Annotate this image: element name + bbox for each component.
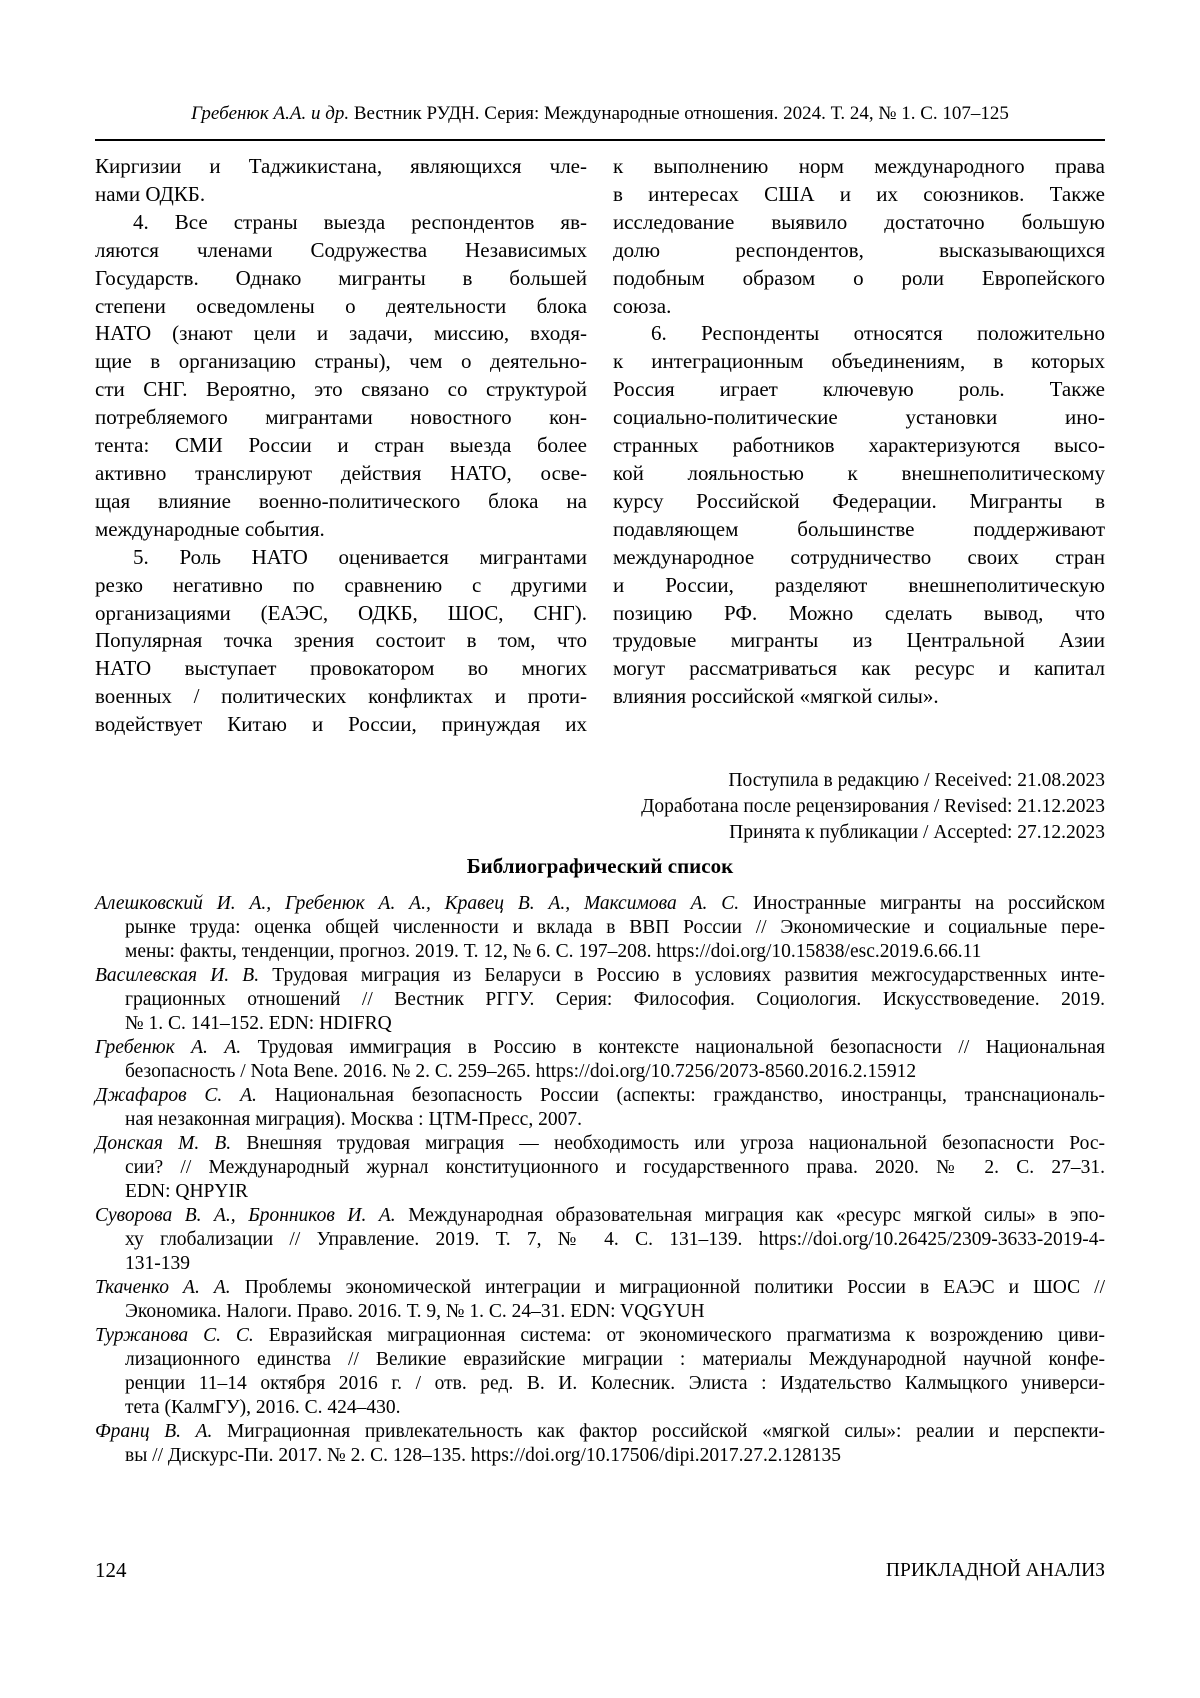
body-text-line: 4. Все страны выезда респондентов яв- bbox=[133, 209, 587, 234]
body-text-line: Киргизии и Таджикистана, являющихся чле- bbox=[95, 154, 587, 178]
bib-entry-line: Джафаров С. А. Национальная безопасность России (аспекты: гражданство, иностранцы, транснациональ- bbox=[95, 1085, 1106, 1106]
body-text-line: позицию РФ. Можно сделать вывод, что bbox=[613, 600, 1105, 625]
date-line: Доработана после рецензирования / Revised: 21.12.2023 bbox=[641, 796, 1105, 817]
bib-entry-line: EDN: QHPYIR bbox=[125, 1181, 248, 1202]
running-head bbox=[95, 102, 1105, 126]
bib-entry-line: сии? // Международный журнал конституционного и государственного права. 2020. № 2. С. 27–31. bbox=[125, 1157, 1105, 1178]
date-line: Поступила в редакцию / Received: 21.08.2023 bbox=[728, 770, 1105, 791]
bibliography-list bbox=[95, 892, 1105, 1468]
bib-entry bbox=[95, 1204, 1105, 1276]
body-text-line: НАТО выступает провокатором во многих bbox=[95, 656, 587, 681]
bib-entry-line: грационных отношений // Вестник РГГУ. Серия: Философия. Социология. Искусствоведение. 2019. bbox=[125, 989, 1105, 1010]
body-text-line: трудовые мигранты из Центральной Азии bbox=[613, 628, 1105, 653]
body-text-line: международное сотрудничество своих стран bbox=[613, 544, 1105, 569]
bib-entry bbox=[95, 1084, 1105, 1132]
body-text-line: странных работников характеризуются высо- bbox=[613, 433, 1105, 458]
bib-author-names: Донская М. В. bbox=[95, 1133, 232, 1154]
bib-author-names: Василевская И. В. bbox=[95, 965, 260, 986]
body-text-line: ляются членами Содружества Независимых bbox=[95, 237, 587, 262]
text-column-left bbox=[95, 153, 587, 739]
body-text-line: 6. Респонденты относятся положительно bbox=[651, 321, 1105, 346]
bib-entry bbox=[95, 1132, 1105, 1204]
bib-entry-line: Туржанова С. С. Евразийская миграционная система: от экономического прагматизма к возрождению циви- bbox=[95, 1325, 1106, 1346]
body-text-line: резко негативно по сравнению с другими bbox=[95, 572, 587, 597]
bib-entry-line: Экономика. Налоги. Право. 2016. Т. 9, № 1. С. 24–31. EDN: VQGYUH bbox=[125, 1301, 705, 1322]
bib-entry-line: Василевская И. В. Трудовая миграция из Беларуси в Россию в условиях развития межгосударственных инте- bbox=[95, 965, 1105, 986]
bib-entry-line: тета (КалмГУ), 2016. С. 424–430. bbox=[125, 1397, 401, 1418]
body-text-line: Популярная точка зрения состоит в том, что bbox=[95, 628, 587, 653]
body-text-line: тента: СМИ России и стран выезда более bbox=[95, 433, 587, 458]
body-text-line: в интересах США и их союзников. Также bbox=[613, 181, 1105, 206]
body-text-line: активно транслируют действия НАТО, осве- bbox=[95, 460, 587, 485]
bib-author-names: Франц В. А. bbox=[95, 1421, 213, 1442]
body-text-line: исследование выявило достаточно большую bbox=[613, 209, 1105, 234]
body-text-line: союза. bbox=[613, 293, 672, 318]
bib-entry bbox=[95, 1420, 1105, 1468]
body-text-line: к интеграционным объединениям, в которых bbox=[613, 349, 1105, 374]
body-text bbox=[95, 153, 1105, 739]
body-text-line: щая влияние военно-политического блока на bbox=[95, 488, 587, 513]
bib-entry bbox=[95, 964, 1105, 1036]
text-column-right bbox=[613, 153, 1105, 739]
body-text-line: Государств. Однако мигранты в большей bbox=[95, 265, 587, 290]
body-text-line: влияния российской «мягкой силы». bbox=[613, 684, 939, 709]
bib-entry-line: ху глобализации // Управление. 2019. Т. 7, № 4. С. 131–139. https://doi.org/10.26425/2309-3633-2019-4- bbox=[125, 1229, 1105, 1250]
bib-author-names: Ткаченко А. А. bbox=[95, 1277, 231, 1298]
body-text-line: водействует Китаю и России, принуждая их bbox=[95, 712, 587, 737]
bib-entry-line: мены: факты, тенденции, прогноз. 2019. Т. 12, № 6. С. 197–208. https://doi.org/10.15838/esc.2019.6.66.11 bbox=[125, 941, 982, 962]
body-text-line: кой лояльностью к внешнеполитическому bbox=[613, 460, 1105, 485]
bib-entry bbox=[95, 892, 1105, 964]
body-text-line: Россия играет ключевую роль. Также bbox=[613, 377, 1105, 402]
body-text-line: и России, разделяют внешнеполитическую bbox=[613, 572, 1105, 597]
doi-link[interactable]: https://doi.org/10.15838/esc.2019.6.66.11 bbox=[656, 941, 982, 962]
body-text-line: военных / политических конфликтах и проти- bbox=[95, 684, 587, 709]
running-head-authors: Гребенюк А.А. и др. bbox=[191, 103, 350, 124]
body-text-line: могут рассматриваться как ресурс и капитал bbox=[613, 656, 1105, 681]
body-text-line: курсу Российской Федерации. Мигранты в bbox=[613, 488, 1105, 513]
bib-entry-line: рынке труда: оценка общей численности и вклада в ВВП России // Экономические и социальные пере- bbox=[125, 917, 1105, 938]
body-text-line: социально-политические установки ино- bbox=[613, 405, 1105, 430]
doi-link[interactable]: https://doi.org/10.7256/2073-8560.2016.2.15912 bbox=[535, 1061, 917, 1082]
bib-author-names: Алешковский И. А., Гребенюк А. А., Кравец В. А., Максимова А. С. bbox=[95, 893, 740, 914]
bibliography-heading: Библиографический список bbox=[466, 854, 734, 878]
bib-author-names: Туржанова С. С. bbox=[95, 1325, 254, 1346]
body-text-line: степени осведомлены о деятельности блока bbox=[95, 293, 587, 318]
bib-entry-line: ренции 11–14 октября 2016 г. / отв. ред. В. И. Колесник. Элиста : Издательство Калмыцкого универси- bbox=[125, 1373, 1105, 1394]
bib-entry-line: лизационного единства // Великие евразийские миграции : материалы Международной научной конфе- bbox=[125, 1349, 1105, 1370]
bib-entry-line: 131-139 bbox=[125, 1253, 190, 1274]
body-text-line: международные события. bbox=[95, 516, 325, 541]
running-head-journal-ref: Вестник РУДН. Серия: Международные отношения. 2024. Т. 24, № 1. С. 107–125 bbox=[353, 103, 1009, 124]
body-text-line: НАТО (знают цели и задачи, миссию, входя- bbox=[95, 321, 587, 346]
bib-entry-line: вы // Дискурс-Пи. 2017. № 2. С. 128–135. https://doi.org/10.17506/dipi.2017.27.2.128135 bbox=[125, 1445, 842, 1466]
body-text-line: подобным образом о роли Европейского bbox=[613, 265, 1105, 290]
header-rule bbox=[95, 139, 1105, 141]
body-text-line: подавляющем большинстве поддерживают bbox=[613, 516, 1105, 541]
bib-entry-line: № 1. С. 141–152. EDN: HDIFRQ bbox=[125, 1013, 392, 1034]
bib-entry bbox=[95, 1036, 1105, 1084]
bib-entry bbox=[95, 1324, 1105, 1420]
bib-entry bbox=[95, 1276, 1105, 1324]
body-text-line: щие в организацию страны), чем о деятельно- bbox=[95, 349, 587, 374]
bib-entry-line: Суворова В. А., Бронников И. А. Международная образовательная миграция как «ресурс мягкой силы» в эпо- bbox=[95, 1205, 1105, 1226]
body-text-line: нами ОДКБ. bbox=[95, 181, 206, 206]
bib-author-names: Гребенюк А. А. bbox=[95, 1037, 242, 1058]
bib-author-names: Суворова В. А., Бронников И. А. bbox=[95, 1205, 396, 1226]
body-text-line: долю респондентов, высказывающихся bbox=[613, 237, 1105, 262]
bib-entry-line: безопасность / Nota Bene. 2016. № 2. С. 259–265. https://doi.org/10.7256/2073-8560.2016.2.15912 bbox=[125, 1061, 917, 1082]
body-text-line: сти СНГ. Вероятно, это связано со структурой bbox=[95, 377, 587, 402]
doi-link[interactable]: https://doi.org/10.26425/2309-3633-2019-4- bbox=[758, 1229, 1105, 1250]
bib-entry-line: Гребенюк А. А. Трудовая иммиграция в Россию в контексте национальной безопасности // Национальная bbox=[95, 1037, 1106, 1058]
body-text-line: к выполнению норм международного права bbox=[613, 154, 1105, 178]
bib-entry-line: Донская М. В. Внешняя трудовая миграция — необходимость или угроза национальной безопасности Рос- bbox=[95, 1133, 1106, 1154]
footer-section-label: ПРИКЛАДНОЙ АНАЛИЗ bbox=[885, 1560, 1105, 1581]
body-text-line: 5. Роль НАТО оценивается мигрантами bbox=[133, 544, 587, 569]
doi-link[interactable]: https://doi.org/10.17506/dipi.2017.27.2.128135 bbox=[470, 1445, 842, 1466]
dates-block bbox=[95, 768, 1105, 846]
date-line: Принята к публикации / Accepted: 27.12.2023 bbox=[729, 822, 1105, 843]
bib-entry-line: Алешковский И. А., Гребенюк А. А., Кравец В. А., Максимова А. С. Иностранные мигранты на российском bbox=[95, 893, 1106, 914]
footer-page-number: 124 bbox=[95, 1558, 127, 1582]
bib-entry-line: ная незаконная миграция). Москва : ЦТМ-Пресс, 2007. bbox=[125, 1109, 582, 1130]
bib-entry-line: Ткаченко А. А. Проблемы экономической интеграции и миграционной политики России в ЕАЭС и ШОС // bbox=[95, 1277, 1105, 1298]
body-text-line: потребляемого мигрантами новостного кон- bbox=[95, 405, 587, 430]
body-text-line: организациями (ЕАЭС, ОДКБ, ШОС, СНГ). bbox=[95, 600, 587, 625]
bib-author-names: Джафаров С. А. bbox=[95, 1085, 257, 1106]
bib-entry-line: Франц В. А. Миграционная привлекательность как фактор российской «мягкой силы»: реалии и перспекти- bbox=[95, 1421, 1105, 1442]
